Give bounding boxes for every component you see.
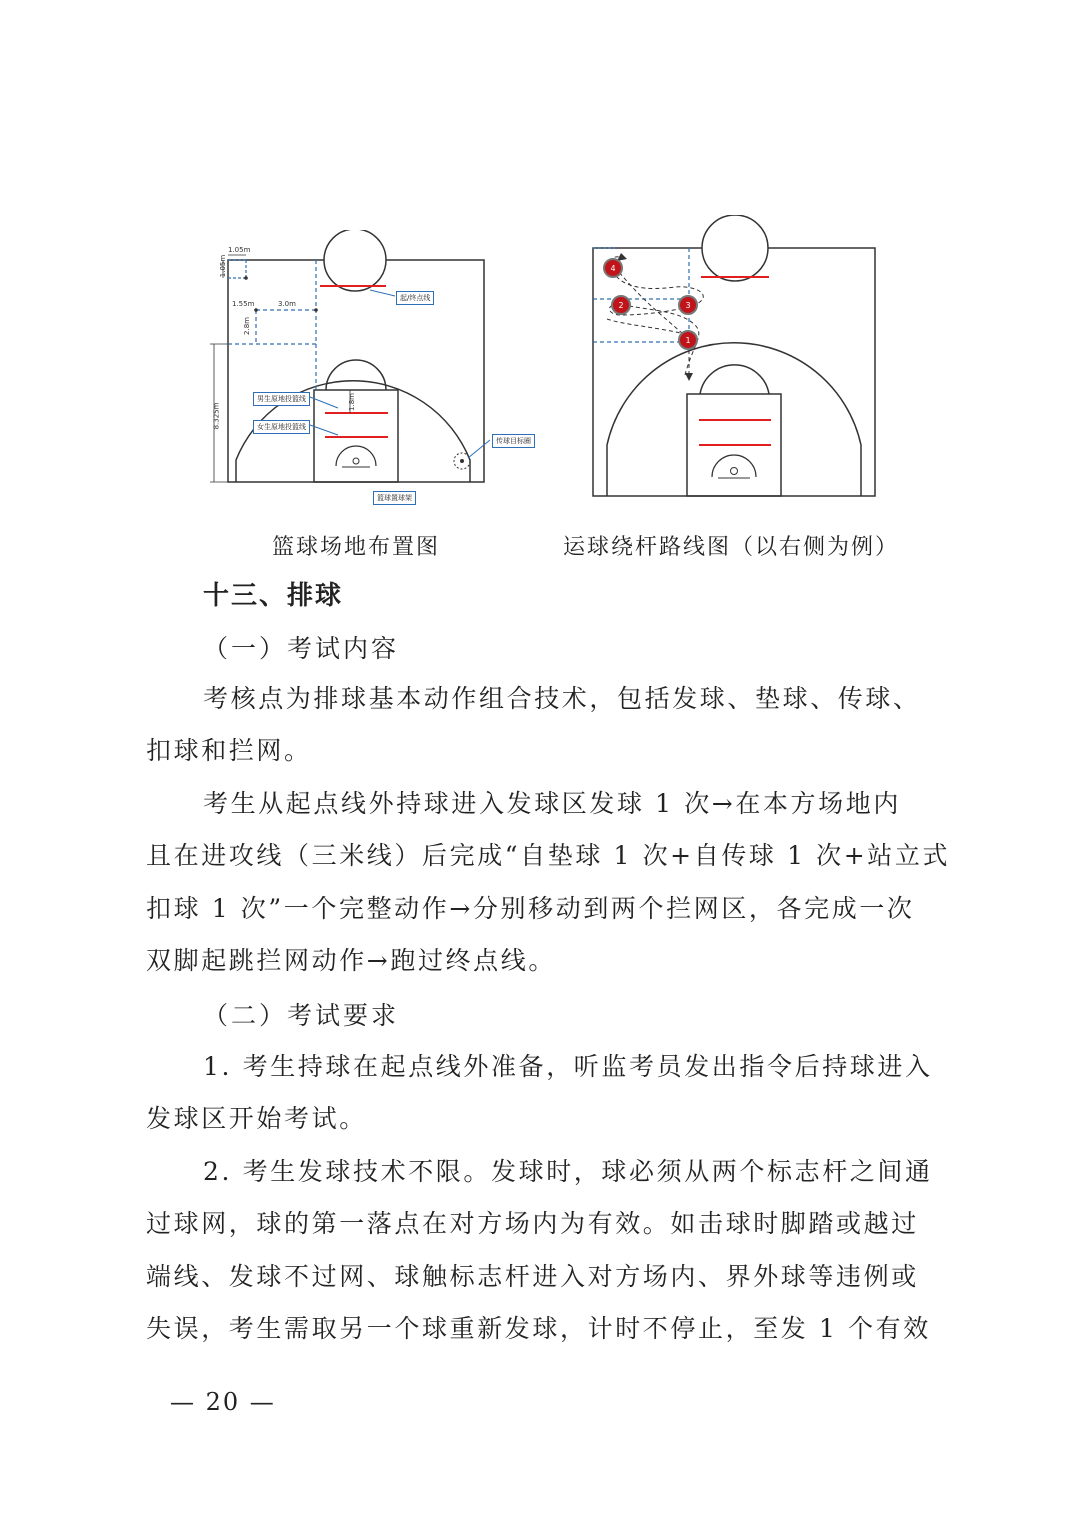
tag-pass-target: 传球目标圈: [492, 434, 535, 448]
dim-label: 1.55m: [232, 300, 255, 308]
marker-2: 2: [618, 301, 624, 310]
tag-female-line: 女生原地投篮线: [253, 420, 310, 434]
marker-1: 1: [685, 336, 691, 345]
tag-start-end-line: 起/终点线: [396, 291, 434, 305]
dribble-route-diagram: [585, 215, 885, 505]
subsection-requirements-title: （二）考试要求: [203, 1001, 400, 1030]
paragraph-line: 考生从起点线外持球进入发球区发球 1 次→在本方场地内: [203, 789, 901, 818]
marker-3: 3: [685, 301, 691, 310]
paragraph-line: 且在进攻线（三米线）后完成“自垫球 1 次+自传球 1 次+站立式: [146, 841, 951, 870]
court-layout-diagram: [210, 230, 550, 510]
right-figure-caption: 运球绕杆路线图（以右侧为例）: [563, 535, 900, 560]
marker-4: 4: [610, 264, 616, 273]
paragraph-line: 2. 考生发球技术不限。发球时，球必须从两个标志杆之间通: [203, 1157, 933, 1186]
dim-label: 8.325m: [212, 402, 221, 430]
paragraph-line: 考核点为排球基本动作组合技术，包括发球、垫球、传球、: [203, 684, 921, 713]
dim-label: 1.8m: [347, 393, 356, 411]
paragraph-line: 扣球和拦网。: [146, 736, 312, 765]
subsection-content-title: （一）考试内容: [203, 634, 400, 663]
paragraph-line: 过球网，球的第一落点在对方场内为有效。如击球时脚踏或越过: [146, 1209, 919, 1238]
paragraph-line: 1. 考生持球在起点线外准备，听监考员发出指令后持球进入: [203, 1052, 933, 1081]
tag-male-line: 男生原地投篮线: [253, 392, 310, 406]
dim-label: 1.05m: [219, 254, 228, 278]
dim-label: 1.05m: [228, 246, 251, 254]
paragraph-line: 双脚起跳拦网动作→跑过终点线。: [146, 946, 556, 975]
paragraph-line: 发球区开始考试。: [146, 1104, 367, 1133]
section-title: 十三、排球: [203, 581, 344, 611]
paragraph-line: 端线、发球不过网、球触标志杆进入对方场内、界外球等违例或: [146, 1262, 919, 1291]
page-number: — 20 —: [170, 1388, 276, 1416]
dim-label: 3.0m: [278, 300, 296, 308]
tag-rack: 篮球置球架: [373, 491, 416, 505]
paragraph-line: 扣球 1 次”一个完整动作→分别移动到两个拦网区，各完成一次: [146, 894, 915, 923]
left-figure-caption: 篮球场地布置图: [272, 535, 441, 560]
dim-label: 2.8m: [242, 317, 251, 335]
paragraph-line: 失误，考生需取另一个球重新发球，计时不停止，至发 1 个有效: [146, 1314, 931, 1343]
